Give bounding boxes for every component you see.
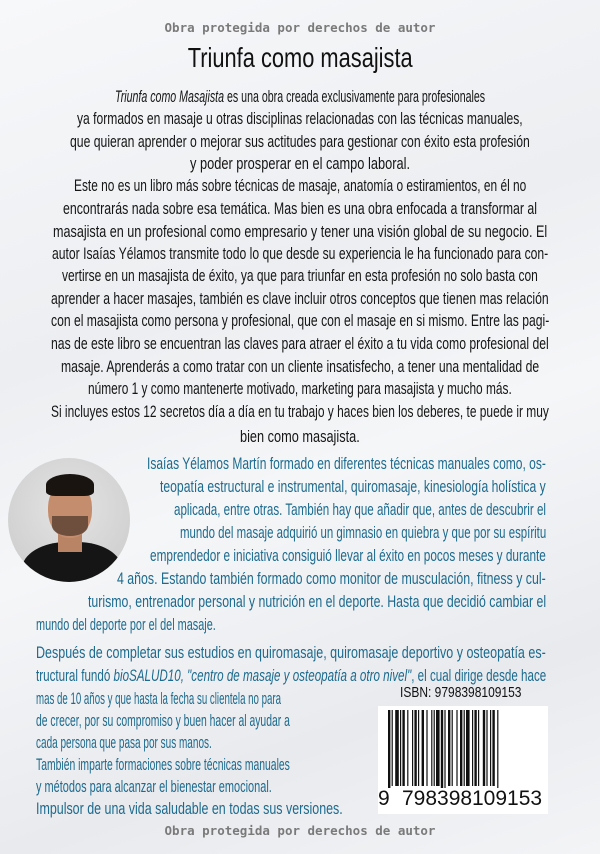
barcode-bar	[466, 710, 470, 786]
book-title-italic: Triunfa como Masajista	[115, 87, 225, 106]
author-beard	[52, 516, 88, 536]
bio-line	[36, 690, 281, 707]
line-text: que quieran aprender o mejorar sus actitudes para gestionar con éxito esta profesión	[70, 132, 530, 151]
barcode-bar	[400, 710, 401, 786]
bio-line	[36, 644, 546, 661]
barcode-bar	[456, 710, 457, 786]
line-text: bien como masajista.	[240, 427, 360, 446]
line-text: mundo del deporte por el del masaje.	[36, 615, 216, 634]
line-text: También imparte formaciones sobre técnicas manuales	[36, 755, 290, 774]
barcode-bar	[395, 710, 399, 786]
bio-line	[160, 478, 546, 495]
barcode	[378, 706, 548, 814]
bio-line	[36, 800, 343, 817]
description-line	[52, 245, 548, 262]
description-line	[51, 290, 549, 307]
line-text: Impulsor de una vida saludable en todas sus versiones.	[36, 799, 343, 818]
barcode-bar	[490, 710, 491, 786]
barcode-bar	[478, 710, 479, 786]
description-line	[190, 155, 410, 172]
description-line	[74, 177, 526, 194]
barcode-bar	[412, 710, 413, 786]
barcode-bar	[388, 710, 390, 788]
line-text: Este no es un libro más sobre técnicas de masaje, anatomía o estiramientos, en él no	[74, 176, 527, 195]
business-name: bioSALUD10, "centro de masaje y osteopatía a otro nivel"	[113, 666, 412, 685]
line-text: autor Isaías Yélamos transmite todo lo que desde su experiencia le ha funcionado para con-	[52, 244, 549, 263]
description-line	[51, 312, 549, 329]
description-line	[61, 358, 539, 375]
isbn-label	[400, 684, 552, 701]
barcode-bar	[492, 710, 494, 786]
bio-text: , el cual dirige desde hace	[411, 666, 547, 685]
bio-line	[147, 455, 546, 472]
bio-line	[36, 778, 272, 795]
barcode-bar	[474, 710, 476, 786]
line-text: masajista en un profesional como empresario y tener una visión global de su negocio. El	[53, 222, 548, 241]
line-text: aplicada, entre otras. También hay que añadir que, antes de descubrir el	[174, 500, 546, 519]
line-text: mundo del masaje adquirió un gimnasio en quiebra y que por su espíritu	[180, 523, 547, 542]
barcode-bar	[392, 710, 393, 786]
bio-line	[36, 756, 290, 773]
line-text: teopatía estructural e instrumental, quiromasaje, kinesiología holística y	[160, 477, 546, 496]
barcode-bar	[422, 710, 424, 786]
line-text: ya formados en masaje u otras disciplinas relacionadas con las técnicas manuales,	[77, 109, 523, 128]
barcode-bar	[483, 710, 485, 786]
line-text: y poder prosperar en el campo laboral.	[190, 154, 410, 173]
description-line	[88, 380, 512, 397]
barcode-bar	[407, 710, 408, 786]
copyright-watermark-bottom: Obra protegida por derechos de autor	[164, 823, 436, 838]
barcode-group-1: 798398	[402, 787, 473, 810]
barcode-bar	[426, 710, 427, 786]
line-text: masaje. Aprenderás a como tratar con un cliente insatisfecho, a tener una mentalidad de	[61, 357, 540, 376]
description-line	[77, 110, 523, 127]
barcode-bar	[431, 710, 432, 786]
bio-line	[117, 570, 546, 587]
barcode-bar	[434, 710, 435, 786]
bio-line	[150, 547, 546, 564]
line-text: de crecer, por su compromiso y buen hacer al ayudar a	[36, 711, 290, 730]
barcode-bar	[452, 710, 453, 786]
barcode-bar	[460, 710, 462, 786]
line-text	[115, 88, 485, 105]
bio-line	[36, 667, 546, 684]
book-title	[0, 42, 600, 74]
author-photo	[8, 458, 130, 582]
line-text: aprender a hacer masajes, también es clave incluir otros conceptos que tienen mas relación	[51, 289, 549, 308]
bio-line	[174, 501, 546, 518]
description-line	[63, 200, 537, 217]
copyright-watermark-top: Obra protegida por derechos de autor	[164, 20, 436, 35]
line-text: mas de 10 años y que hasta la fecha su clientela no para	[36, 689, 282, 708]
description-line	[51, 335, 549, 352]
line-text: Isaías Yélamos Martín formado en diferentes técnicas manuales como, os-	[147, 454, 546, 473]
author-hair	[46, 474, 94, 496]
barcode-bar	[497, 710, 498, 788]
book-title-text: Triunfa como masajista	[187, 42, 413, 73]
description-line	[70, 133, 530, 150]
barcode-bar	[441, 710, 443, 788]
bio-line	[88, 593, 546, 610]
barcode-bars	[388, 710, 540, 788]
bio-text: tructural fundó	[36, 666, 114, 685]
description-line	[240, 428, 360, 445]
description-text: es una obra creada exclusivamente para profesionales	[224, 87, 486, 106]
barcode-bar	[414, 710, 416, 786]
line-text: Después de completar sus estudios en quiromasaje, quiromasaje deportivo y osteopatía es-	[36, 643, 546, 662]
barcode-bar	[418, 710, 419, 786]
barcode-bar	[464, 710, 465, 786]
bio-line	[36, 616, 216, 633]
barcode-bar	[448, 710, 450, 786]
barcode-digit-first: 9	[378, 787, 390, 810]
line-text: turismo, entrenador personal y nutrición en el deporte. Hasta que decidió cambiar el	[88, 592, 547, 611]
line-text	[36, 667, 546, 684]
bio-line	[36, 712, 290, 729]
line-text: nas de este libro se encuentran las claves para atraer el éxito a tu vida como profesional del	[51, 334, 549, 353]
line-text: emprendedor e iniciativa consiguió llevar al éxito en pocos meses y durante	[150, 546, 546, 565]
line-text: y métodos para alcanzar el bienestar emocional.	[36, 777, 272, 796]
bio-line	[36, 734, 212, 751]
description-line	[53, 223, 547, 240]
isbn-text: ISBN: 9798398109153	[400, 684, 522, 701]
description-line	[51, 403, 549, 420]
description-line	[62, 267, 538, 284]
line-text: con el masajista como persona y profesional, que con el masaje en si mismo. Entre las pagi-	[51, 311, 550, 330]
bio-line	[180, 524, 546, 541]
barcode-bar	[436, 710, 440, 786]
description-line	[115, 88, 485, 105]
line-text: número 1 y como mantenerte motivado, marketing para masajista y mucho más.	[88, 379, 512, 398]
line-text: vertirse en un masajista de éxito, ya que para triunfar en esta profesión no solo basta con	[62, 266, 538, 285]
line-text: Si incluyes estos 12 secretos día a día en tu trabajo y haces bien los deberes, te puede ir muy	[51, 402, 549, 421]
barcode-group-2: 109153	[472, 787, 543, 810]
barcode-bar	[444, 710, 445, 788]
barcode-bar	[486, 710, 487, 786]
line-text: 4 años. Estando también formado como monitor de musculación, fitness y cul-	[117, 569, 546, 588]
barcode-bar	[472, 710, 473, 786]
barcode-bar	[402, 710, 404, 786]
line-text: encontrarás nada sobre esa temática. Mas bien es una obra enfocada a transformar al	[63, 199, 538, 218]
line-text: cada persona que pasa por sus manos.	[36, 733, 212, 752]
